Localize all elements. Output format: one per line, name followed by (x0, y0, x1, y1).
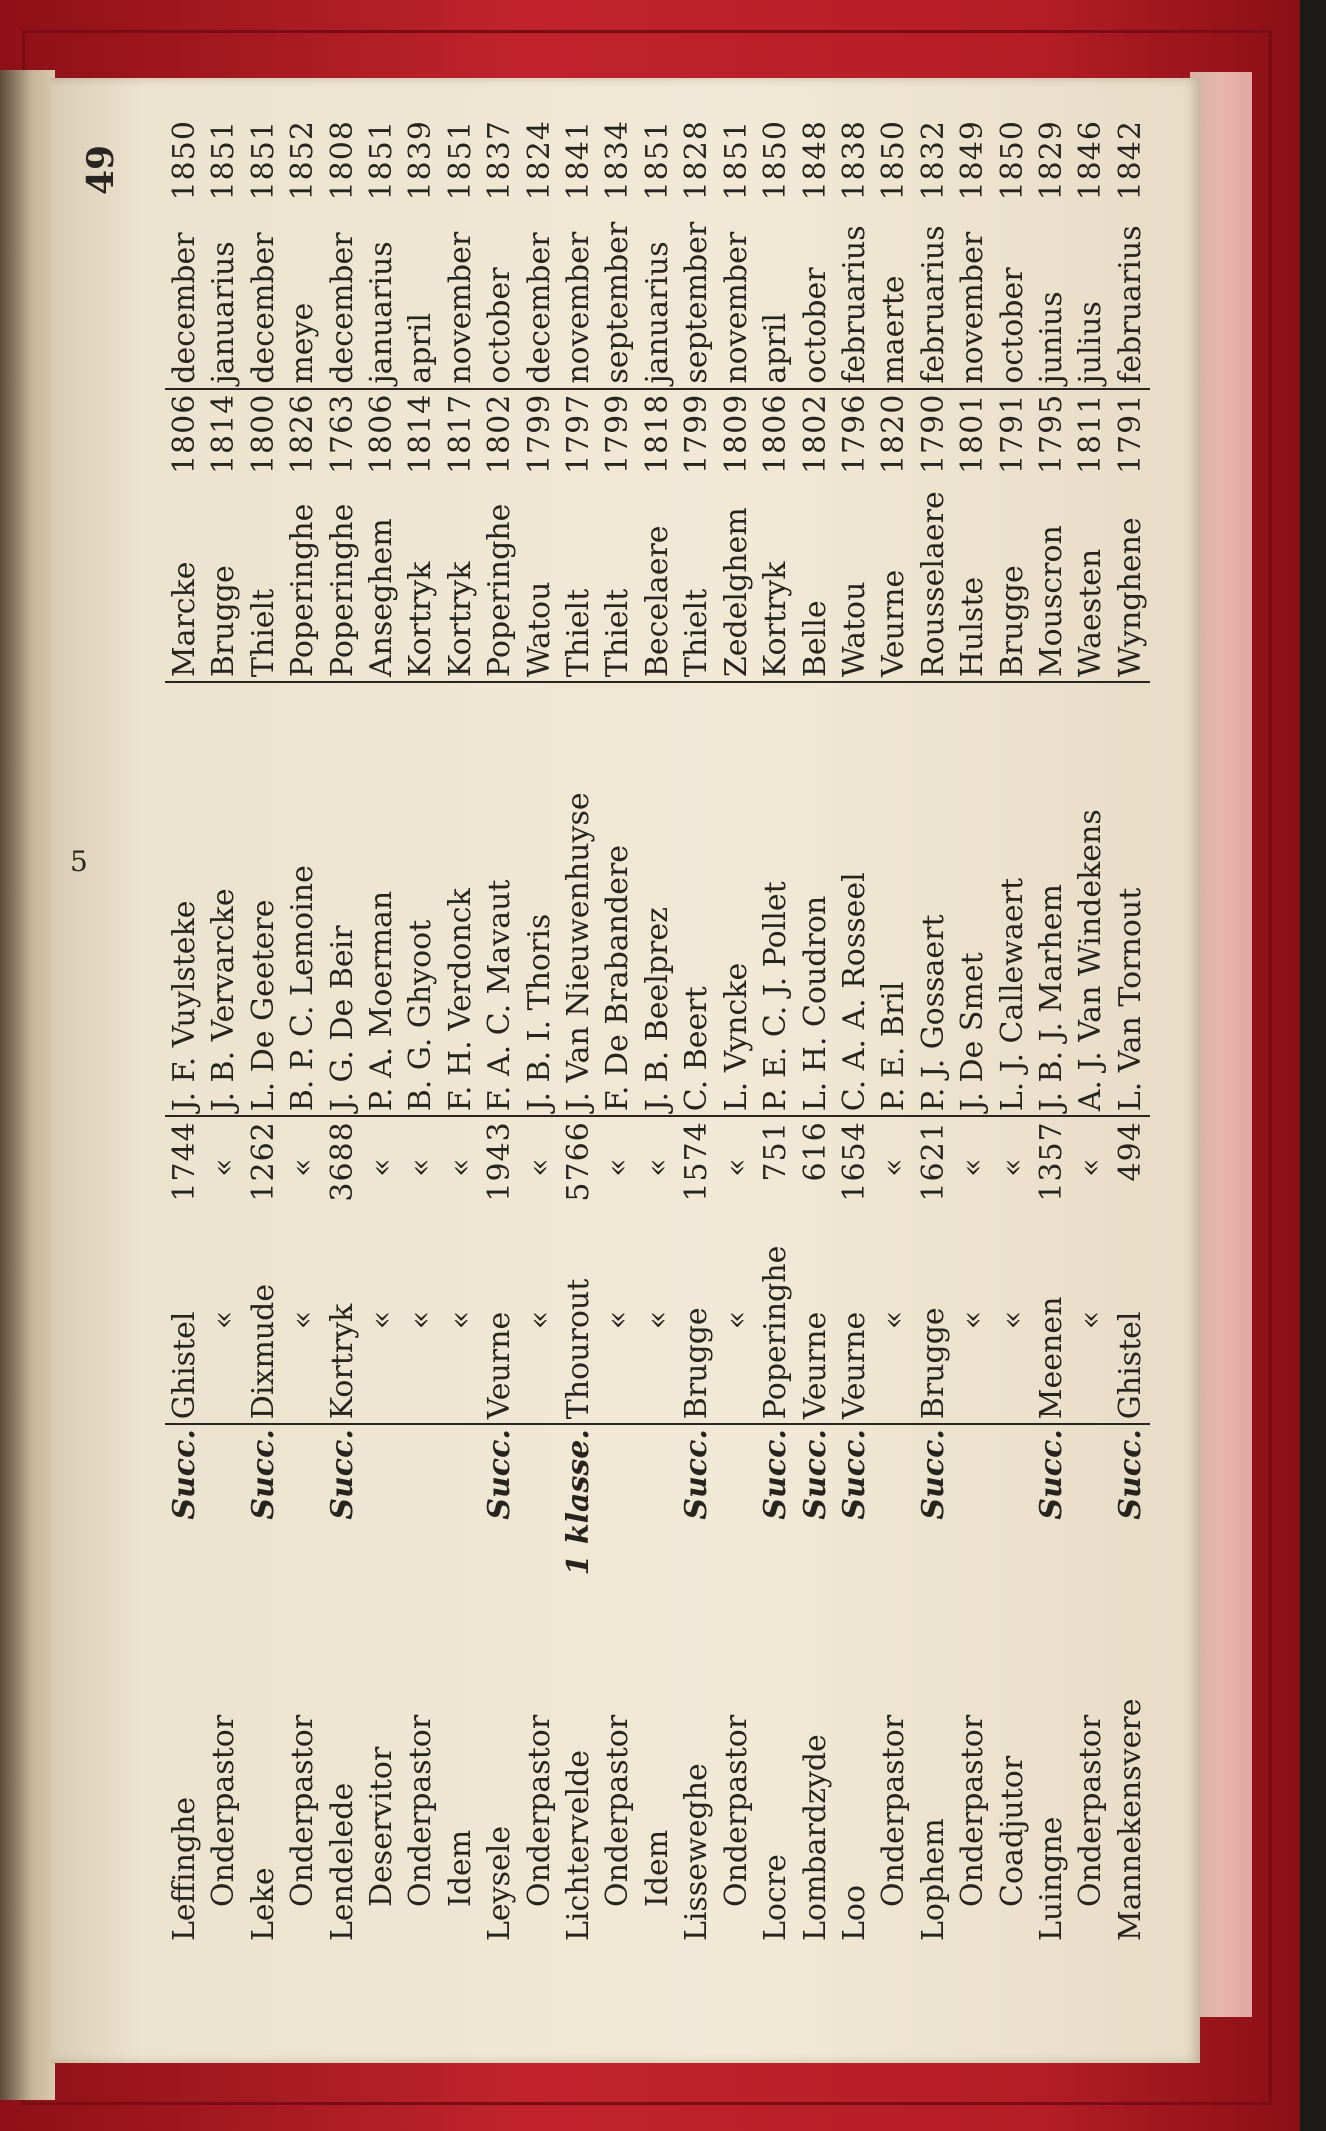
cell-month: october (994, 267, 1030, 384)
cell-year: 1848 (797, 120, 833, 201)
cell-birth-year: 1806 (756, 389, 795, 486)
cell-num: 1654 (836, 1121, 872, 1202)
cell-num: 751 (758, 1121, 794, 1182)
cell-kind (283, 1424, 322, 1579)
cell-deanery: Ghistel (1111, 1217, 1150, 1425)
table-row (480, 105, 519, 1945)
cell-name: Onderpastor (1073, 1714, 1109, 1907)
cell-year: 1837 (482, 120, 518, 201)
table-row (165, 105, 204, 1945)
cell-deanery: Veurne (480, 1217, 519, 1425)
cell-deanery: Brugge (914, 1217, 953, 1425)
cell-month: october (482, 267, 518, 384)
cell-name: Idem (639, 1829, 675, 1907)
cell-year: 1850 (994, 120, 1030, 201)
cell-month: october (797, 267, 833, 384)
cell-name: Coadjutor (994, 1755, 1030, 1907)
cell-birthplace: Mouscron (1032, 485, 1071, 682)
cell-num: 1943 (482, 1121, 518, 1202)
cell-num: 5766 (561, 1121, 597, 1202)
cell-kind (874, 1424, 913, 1579)
table-row (914, 105, 953, 1945)
cell-kind: Succ. (482, 1429, 518, 1520)
table-row (559, 105, 598, 1945)
cell-birthplace: Poperinghe (283, 485, 322, 682)
cell-person: F. De Brabandere (598, 682, 637, 1116)
cell-birthplace: Thielt (598, 485, 637, 682)
cell-birthplace: Marcke (165, 485, 204, 682)
cell-num: « (1073, 1157, 1109, 1177)
cell-name: Leke (245, 1867, 281, 1941)
cell-month: februarius (1112, 225, 1148, 384)
cell-num: « (442, 1157, 478, 1177)
cell-birthplace: Veurne (874, 485, 913, 682)
cell-num: « (364, 1157, 400, 1177)
cell-month: september (679, 221, 715, 384)
cell-person: J. B. Beelprez (638, 682, 677, 1116)
cell-num: « (403, 1157, 439, 1177)
cell-kind (520, 1424, 559, 1579)
cell-deanery: Veurne (796, 1217, 835, 1425)
cell-num: 3688 (324, 1121, 360, 1202)
cell-birth-year: 1799 (520, 389, 559, 486)
cell-person: J. F. Vuylsteke (165, 682, 204, 1116)
cell-month: december (521, 232, 557, 384)
cell-month: september (600, 221, 636, 384)
cell-year: 1852 (285, 120, 321, 201)
cell-month: april (758, 313, 794, 384)
cell-person: L. Vyncke (717, 682, 756, 1116)
table-row (283, 105, 322, 1945)
cell-birth-year: 1802 (480, 389, 519, 486)
cell-birth-year: 1814 (401, 389, 440, 486)
cell-name: Lendelede (324, 1782, 360, 1941)
cell-person: L. De Geetere (244, 682, 283, 1116)
table-row (1071, 105, 1110, 1945)
cell-month: november (955, 231, 991, 384)
cell-num: « (639, 1157, 675, 1177)
cell-month: december (245, 232, 281, 384)
table-row (244, 105, 283, 1945)
cell-birthplace: Rousselaere (914, 485, 953, 682)
cell-deanery: Kortryk (323, 1217, 362, 1425)
cell-year: 1849 (955, 120, 991, 201)
cell-kind: Succ. (758, 1429, 794, 1520)
cell-name: Leysele (482, 1825, 518, 1941)
table-row (401, 105, 440, 1945)
page-number: 49 (80, 144, 122, 195)
cell-birth-year: 1801 (953, 389, 992, 486)
table-row (874, 105, 913, 1945)
cell-deanery: Ghistel (165, 1217, 204, 1425)
cell-month: april (403, 313, 439, 384)
cell-deanery: « (283, 1217, 322, 1425)
cell-deanery: Veurne (835, 1217, 874, 1425)
cell-person: C. Beert (677, 682, 716, 1116)
cell-name: Loo (836, 1884, 872, 1941)
cell-num: 1574 (679, 1121, 715, 1202)
cell-kind: Succ. (836, 1429, 872, 1520)
cell-month: januarius (364, 241, 400, 384)
cell-name: Onderpastor (521, 1714, 557, 1907)
cell-name: Leffinghe (167, 1796, 202, 1941)
cell-person: J. B. Vervarcke (204, 682, 243, 1116)
cell-year: 1842 (1112, 120, 1148, 201)
cell-birthplace: Thielt (244, 485, 283, 682)
parish-register-table (165, 105, 1150, 1945)
table-row (638, 105, 677, 1945)
cell-name: Onderpastor (403, 1714, 439, 1907)
cell-kind: Succ. (245, 1429, 281, 1520)
cell-month: maerte (876, 275, 912, 384)
cell-kind (362, 1424, 401, 1579)
cell-birth-year: 1795 (1032, 389, 1071, 486)
cell-num: 616 (797, 1121, 833, 1182)
cell-birthplace: Hulste (953, 485, 992, 682)
cell-deanery: « (1071, 1217, 1110, 1425)
cell-birth-year: 1796 (835, 389, 874, 486)
cell-month: november (442, 231, 478, 384)
cell-birthplace: Watou (520, 485, 559, 682)
cell-year: 1851 (442, 120, 478, 201)
cell-kind (953, 1424, 992, 1579)
table-row (204, 105, 243, 1945)
cell-year: 1841 (561, 120, 597, 201)
cell-month: november (561, 231, 597, 384)
cell-birthplace: Kortryk (441, 485, 480, 682)
cell-birth-year: 1797 (559, 389, 598, 486)
cell-num: 494 (1112, 1121, 1148, 1182)
cell-name: Lisseweghe (679, 1763, 715, 1941)
table-row (993, 105, 1032, 1945)
table-row (323, 105, 362, 1945)
cell-month: julius (1073, 301, 1109, 384)
table-row (756, 105, 795, 1945)
cell-month: junius (1033, 291, 1069, 384)
cell-name: Onderpastor (206, 1714, 242, 1907)
cell-birth-year: 1763 (323, 389, 362, 486)
cell-kind (441, 1424, 480, 1579)
cell-year: 1846 (1073, 120, 1109, 201)
cell-kind (204, 1424, 243, 1579)
cell-kind: 1 klasse. (561, 1429, 597, 1576)
cell-name: Lombardzyde (797, 1734, 833, 1941)
cell-year: 1829 (1033, 120, 1069, 201)
cell-birth-year: 1809 (717, 389, 756, 486)
cell-birthplace: Kortryk (756, 485, 795, 682)
cell-year: 1808 (324, 120, 360, 201)
cell-num: « (876, 1157, 912, 1177)
cell-deanery: « (874, 1217, 913, 1425)
cell-deanery: Dixmude (244, 1217, 283, 1425)
cell-person: J. B. J. Marhem (1032, 682, 1071, 1116)
table-row (796, 105, 835, 1945)
cell-month: februarius (836, 225, 872, 384)
cell-year: 1834 (600, 120, 636, 201)
cell-name: Onderpastor (876, 1714, 912, 1907)
cell-person: J. G. De Beir (323, 682, 362, 1116)
cell-deanery: « (598, 1217, 637, 1425)
cell-year: 1850 (167, 120, 202, 201)
cell-deanery: « (204, 1217, 243, 1425)
cell-kind (401, 1424, 440, 1579)
cell-name: Idem (442, 1829, 478, 1907)
cell-birth-year: 1800 (244, 389, 283, 486)
cell-num: « (206, 1157, 242, 1177)
cell-kind (717, 1424, 756, 1579)
cell-deanery: Thourout (559, 1217, 598, 1425)
cell-deanery: « (520, 1217, 559, 1425)
cell-name: Onderpastor (600, 1714, 636, 1907)
cell-name: Mannekensvere (1112, 1698, 1148, 1941)
cell-kind: Succ. (915, 1429, 951, 1520)
rotated-page-content (70, 105, 1148, 1955)
cell-kind: Succ. (1033, 1429, 1069, 1520)
table-row (1032, 105, 1071, 1945)
cell-birthplace: Poperinghe (480, 485, 519, 682)
cell-birthplace: Waesten (1071, 485, 1110, 682)
cell-birthplace: Belle (796, 485, 835, 682)
cell-person: F. H. Verdonck (441, 682, 480, 1116)
table-row (677, 105, 716, 1945)
cell-birth-year: 1817 (441, 389, 480, 486)
cell-month: januarius (206, 241, 242, 384)
cell-deanery: « (362, 1217, 401, 1425)
cell-num: 1621 (915, 1121, 951, 1202)
cell-birth-year: 1799 (677, 389, 716, 486)
table-row (717, 105, 756, 1945)
cell-birth-year: 1820 (874, 389, 913, 486)
cell-num: « (955, 1157, 991, 1177)
cell-month: november (718, 231, 754, 384)
cell-person: B. G. Ghyoot (401, 682, 440, 1116)
cell-kind (598, 1424, 637, 1579)
cell-birthplace: Poperinghe (323, 485, 362, 682)
table-row (520, 105, 559, 1945)
table-row (953, 105, 992, 1945)
cell-person: B. P. C. Lemoine (283, 682, 322, 1116)
cell-person: C. A. A. Rosseel (835, 682, 874, 1116)
cell-deanery: « (638, 1217, 677, 1425)
cell-birth-year: 1806 (165, 389, 204, 486)
cell-name: Lophem (915, 1818, 951, 1941)
cell-month: december (324, 232, 360, 384)
cell-deanery: « (953, 1217, 992, 1425)
cell-name: Onderpastor (285, 1714, 321, 1907)
cell-year: 1838 (836, 120, 872, 201)
cell-birthplace: Brugge (993, 485, 1032, 682)
cell-num: « (718, 1157, 754, 1177)
cell-month: december (167, 232, 202, 384)
cell-num: « (600, 1157, 636, 1177)
cell-person: J. B. I. Thoris (520, 682, 559, 1116)
cell-year: 1828 (679, 120, 715, 201)
cell-birthplace: Thielt (677, 485, 716, 682)
cell-person: A. J. Van Windekens (1071, 682, 1110, 1116)
cell-birthplace: Kortryk (401, 485, 440, 682)
cell-birth-year: 1818 (638, 389, 677, 486)
cell-year: 1851 (364, 120, 400, 201)
cell-kind: Succ. (797, 1429, 833, 1520)
cell-month: januarius (639, 241, 675, 384)
cell-birthplace: Becelaere (638, 485, 677, 682)
cell-month: meye (285, 302, 321, 384)
cell-kind (993, 1424, 1032, 1579)
cell-birth-year: 1802 (796, 389, 835, 486)
cell-deanery: Meenen (1032, 1217, 1071, 1425)
cell-deanery: « (401, 1217, 440, 1425)
cell-name: Onderpastor (955, 1714, 991, 1907)
cell-birthplace: Wynghene (1111, 485, 1150, 682)
table-row (441, 105, 480, 1945)
cell-person: J. De Smet (953, 682, 992, 1116)
cell-deanery: Poperinghe (756, 1217, 795, 1425)
cell-person: F. A. C. Mavaut (480, 682, 519, 1116)
cell-name: Deservitor (364, 1746, 400, 1907)
cell-birthplace: Watou (835, 485, 874, 682)
sheet-mark: 5 (70, 845, 88, 878)
cell-person: P. E. C. J. Pollet (756, 682, 795, 1116)
cell-birthplace: Zedelghem (717, 485, 756, 682)
cell-person: P. E. Bril (874, 682, 913, 1116)
cell-deanery: « (993, 1217, 1032, 1425)
cell-person: J. Van Nieuwenhuyse (559, 682, 598, 1116)
cell-birth-year: 1811 (1071, 389, 1110, 486)
cell-person: L. J. Callewaert (993, 682, 1032, 1116)
cell-kind (1071, 1424, 1110, 1579)
cell-name: Luingne (1033, 1816, 1069, 1941)
cell-name: Lichtervelde (561, 1749, 597, 1941)
cell-birth-year: 1814 (204, 389, 243, 486)
register-rows (165, 105, 1150, 1945)
cell-num: « (521, 1157, 557, 1177)
cell-kind: Succ. (679, 1429, 715, 1520)
cell-birthplace: Thielt (559, 485, 598, 682)
cell-kind (638, 1424, 677, 1579)
cell-deanery: « (441, 1217, 480, 1425)
cell-birth-year: 1826 (283, 389, 322, 486)
cell-deanery: « (717, 1217, 756, 1425)
cell-year: 1839 (403, 120, 439, 201)
cell-birth-year: 1806 (362, 389, 401, 486)
cell-person: P. J. Gossaert (914, 682, 953, 1116)
cell-year: 1851 (718, 120, 754, 201)
cell-person: L. H. Coudron (796, 682, 835, 1116)
cell-year: 1832 (915, 120, 951, 201)
cell-name: Onderpastor (718, 1714, 754, 1907)
table-row (835, 105, 874, 1945)
cell-year: 1851 (206, 120, 242, 201)
cell-num: « (285, 1157, 321, 1177)
cell-birth-year: 1799 (598, 389, 637, 486)
cell-num: 1357 (1033, 1121, 1069, 1202)
cell-birthplace: Anseghem (362, 485, 401, 682)
cell-birthplace: Brugge (204, 485, 243, 682)
table-row (1111, 105, 1150, 1945)
table-row (598, 105, 637, 1945)
cell-year: 1850 (758, 120, 794, 201)
cell-deanery: Brugge (677, 1217, 716, 1425)
cell-month: februarius (915, 225, 951, 384)
cell-kind: Succ. (167, 1429, 202, 1520)
cell-birth-year: 1791 (1111, 389, 1150, 486)
cell-person: P. A. Moerman (362, 682, 401, 1116)
cell-year: 1824 (521, 120, 557, 201)
cell-num: 1744 (167, 1121, 202, 1202)
cell-num: « (994, 1157, 1030, 1177)
cell-name: Locre (758, 1854, 794, 1941)
cell-year: 1851 (639, 120, 675, 201)
cell-year: 1850 (876, 120, 912, 201)
cell-person: L. Van Tornout (1111, 682, 1150, 1116)
left-page-gutter (0, 70, 55, 2100)
cell-year: 1851 (245, 120, 281, 201)
cell-birth-year: 1791 (993, 389, 1032, 486)
table-row (362, 105, 401, 1945)
cell-kind: Succ. (324, 1429, 360, 1520)
cell-num: 1262 (245, 1121, 281, 1202)
cell-kind: Succ. (1112, 1429, 1148, 1520)
cell-birth-year: 1790 (914, 389, 953, 486)
